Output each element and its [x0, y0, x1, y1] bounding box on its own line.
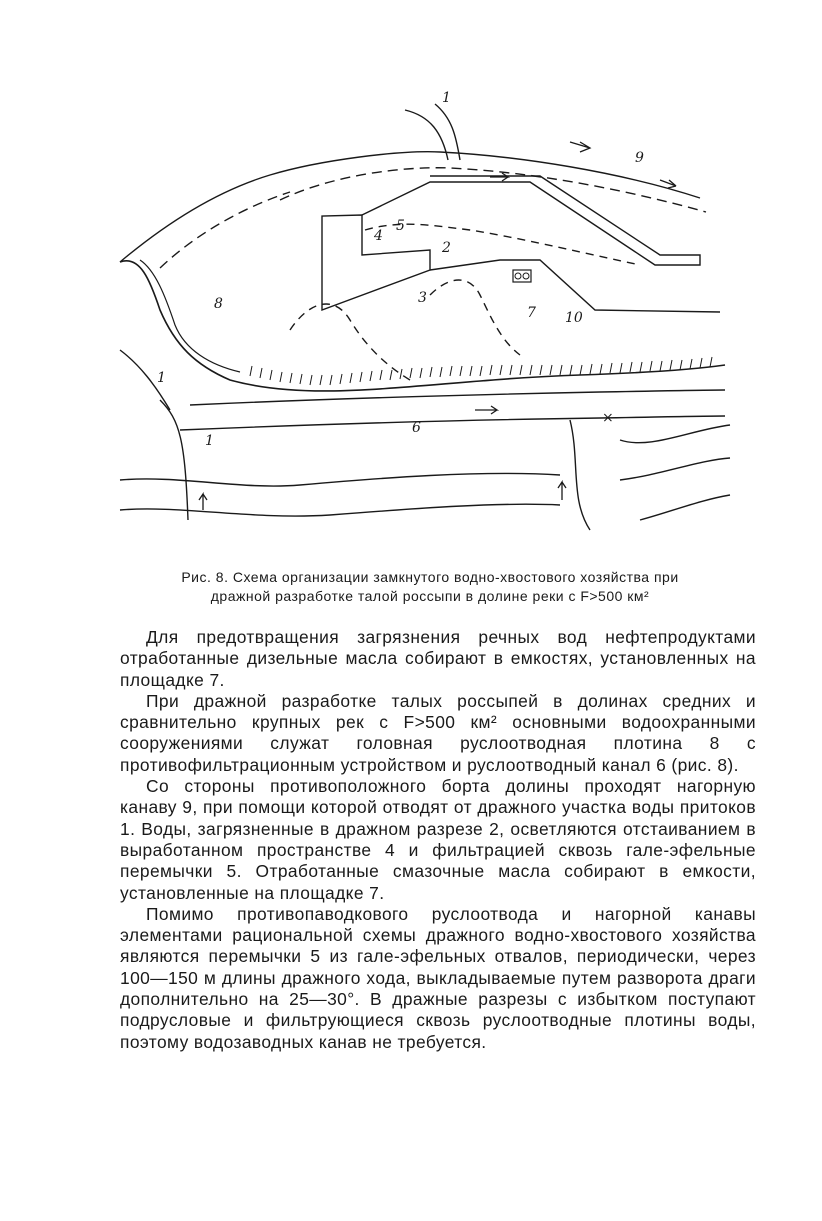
label-6: 6 — [412, 420, 421, 436]
label-1-left: 1 — [157, 370, 166, 386]
paragraph: При дражной разработке талых россыпей в долинах средних и сравнительно крупных рек с F>500 км² основными водоохранными сооружениями служат головная руслоотводная плотина 8 с противофильтрационным устройством и руслоотводный канал 6 (рис. 8). — [120, 690, 756, 775]
label-9: 9 — [635, 150, 644, 166]
label-cross: × — [602, 410, 614, 426]
label-2: 2 — [442, 240, 451, 256]
label-4: 4 — [374, 228, 383, 244]
paragraph: Для предотвращения загрязнения речных вод нефтепродуктами отработанные дизельные масла собирают в емкостях, установленных на площадке 7. — [120, 627, 756, 690]
caption-line-1: Рис. 8. Схема организации замкнутого водно-хвостового хозяйства при — [181, 569, 679, 585]
label-1-top: 1 — [442, 90, 451, 106]
caption-line-2: дражной разработке талой россыпи в долине реки с F>500 км² — [210, 588, 650, 604]
label-3: 3 — [418, 290, 427, 306]
upland-ditch-9 — [280, 168, 706, 212]
label-1-bottom: 1 — [205, 433, 214, 449]
paragraph: Помимо противопаводкового руслоотвода и нагорной канавы элементами рациональной схемы дражного водно-хвостового хозяйства являются перемычки 5 из гале-эфельных отвалов, периодически, через 100—150 м длины дражного хода, выкладываемые путем разворота драги дополнительно на 25—30°. В дражные разрезы с избытком поступают подрусловые и фильтрующиеся сквозь руслоотводные плотины воды, поэтому водозаводных канав не требуется. — [120, 903, 756, 1052]
label-10: 10 — [565, 310, 583, 326]
dam-8 — [120, 261, 725, 391]
label-8: 8 — [214, 296, 223, 312]
paragraph: Со стороны противоположного борта долины проходят нагорную канаву 9, при помощи которой отводят от дражного участка воды притоков 1. Воды, загрязненные в дражном разрезе 2, осветляются отстаиванием в выработанном пространстве 4 и фильтрацией сквозь гале-эфельные перемычки 5. Отработанные смазочные масла собирают в емкости, установленные на площадке 7. — [120, 776, 756, 903]
figure-caption — [130, 568, 730, 606]
diversion-canal-6 — [190, 390, 725, 405]
figure-8-scheme — [100, 80, 740, 570]
body-text — [120, 627, 756, 1053]
label-5: 5 — [396, 218, 405, 234]
label-7: 7 — [527, 305, 536, 321]
